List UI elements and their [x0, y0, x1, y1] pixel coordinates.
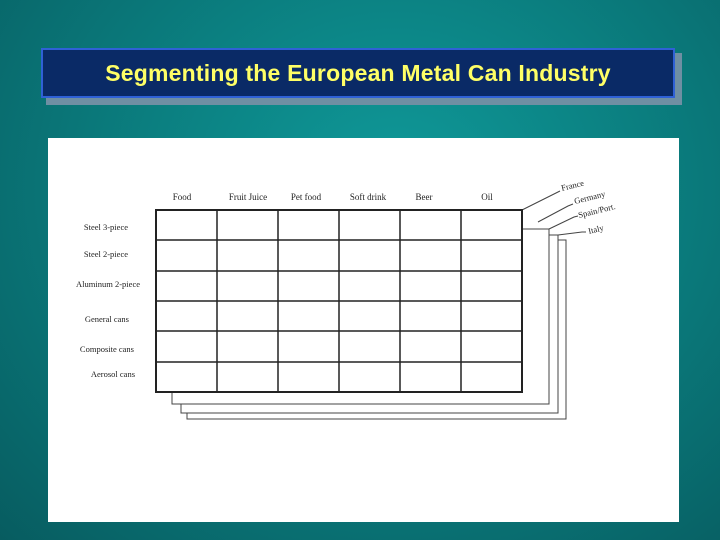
layer-label-germany: Germany: [573, 188, 607, 206]
row-headers: [76, 222, 140, 379]
column-header-beer: Beer: [415, 192, 433, 202]
layer-label-spain-port: Spain/Port.: [577, 201, 617, 220]
column-header-oil: Oil: [481, 192, 493, 202]
column-header-fruit-juice: Fruit Juice: [228, 192, 268, 202]
layer-labels: [560, 178, 616, 236]
segmentation-diagram: [48, 138, 679, 522]
column-header-pet-food: Pet food: [290, 192, 322, 202]
column-headers: [173, 192, 494, 202]
row-header-composite-cans: Composite cans: [79, 344, 134, 354]
row-header-aluminum-2-piece: Aluminum 2-piece: [76, 279, 140, 289]
title-box: [41, 48, 675, 98]
column-header-food: Food: [172, 192, 192, 202]
column-header-soft-drink: Soft drink: [349, 192, 387, 202]
layer-france-grid: [156, 210, 522, 392]
slide-title: Segmenting the European Metal Can Industry: [105, 59, 611, 86]
diagram-panel: [48, 138, 679, 522]
row-header-steel-2-piece: Steel 2-piece: [83, 249, 128, 259]
layer-label-italy: Italy: [587, 222, 605, 236]
row-header-steel-3-piece: Steel 3-piece: [83, 222, 128, 232]
row-header-general-cans: General cans: [84, 314, 129, 324]
row-header-aerosol-cans: Aerosol cans: [90, 369, 135, 379]
layer-label-france: France: [560, 177, 585, 193]
